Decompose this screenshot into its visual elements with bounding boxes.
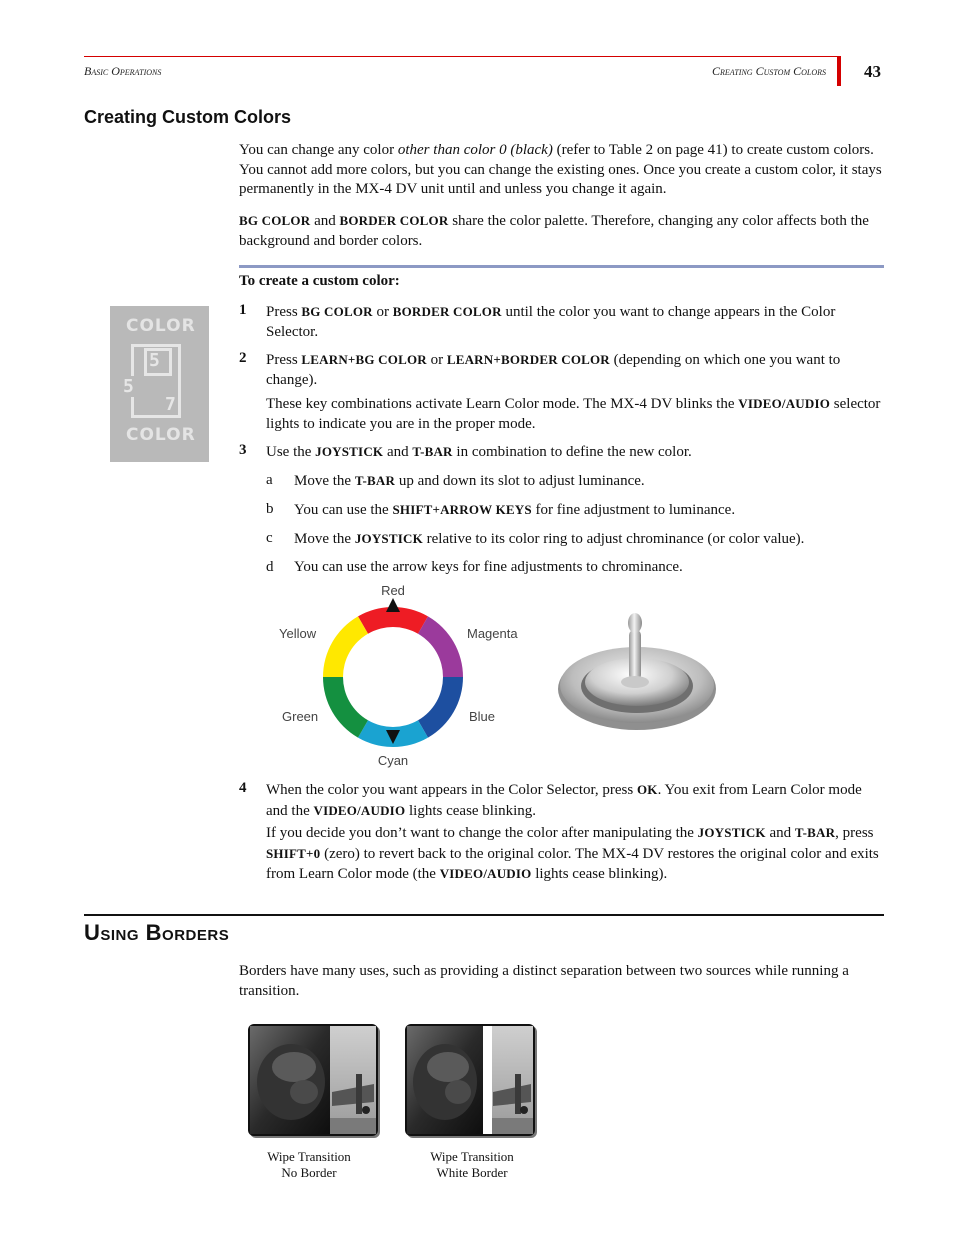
caption [246,1149,372,1181]
header-rule [84,56,840,57]
key-label: T-BAR [794,825,836,840]
wipe-white-border-image [403,1022,539,1140]
key-label: JOYSTICK [315,444,384,459]
wheel-label-green: Green [282,709,319,724]
text: When the color you want appears in the Color Selector, press [266,782,637,798]
section-title: Creating Custom Colors [84,107,292,127]
text: and [310,213,340,229]
digit: 5 [149,350,160,371]
substep-letter: c [266,530,273,546]
palette-paragraph [239,211,884,251]
step-text [266,780,884,821]
wheel-segment-blue [418,677,463,738]
procedure-title: To create a custom color: [239,273,400,289]
text: You can use the [294,502,393,518]
text: for fine adjustment to luminance. [531,502,736,518]
text: selector lights to indicate you are in the proper mode. [266,396,881,432]
section-title: Using Borders [84,920,230,945]
text: , press [835,825,874,841]
substep-text [294,471,884,492]
emphasis: other than color 0 (black) [397,142,553,158]
digit: 5 [123,376,134,397]
caption-line: Wipe Transition [430,1149,514,1164]
substep-text [294,500,884,521]
step-number: 3 [239,442,247,458]
digit: 7 [165,394,176,415]
key-label: T-BAR [412,444,453,459]
step-note [266,394,884,434]
key-label: JOYSTICK [354,531,423,546]
substep-text [294,529,884,550]
key-label: LEARN+BORDER COLOR [446,352,610,367]
wheel-label-blue: Blue [469,709,496,724]
text: until the color you want to change appears in the Color Selector. [266,304,836,340]
wheel-label-red: Red [381,583,405,598]
caption-line: White Border [436,1165,508,1180]
wheel-segment-yellow [323,616,368,677]
procedure-rule [239,265,884,268]
key-label: T-BAR [354,473,396,488]
text: relative to its color ring to adjust chrominance (or color value). [422,531,805,547]
text: or [372,304,393,320]
text: Move the [294,531,355,547]
key-label: SHIFT+0 [266,845,321,861]
key-label: SHIFT+ARROW KEYS [392,502,532,517]
key-label: JOYSTICK [697,825,766,840]
text: and [765,825,795,841]
key-label: BG COLOR [301,304,373,319]
text: and [383,444,413,460]
substep-letter: a [266,472,273,488]
borders-paragraph: Borders have many uses, such as providing a distinct separation between two sources while running a transition. [239,963,849,999]
text: Use the [266,444,316,460]
color-wheel-figure [270,580,530,772]
up-arrow-icon [386,598,400,612]
text: (zero) to revert back to the original color. The MX-4 DV restores the original color and exits from Learn Color mode (the [266,845,879,882]
text: These key combinations activate Learn Color mode. The MX-4 DV blinks the [266,396,739,412]
step-number: 1 [239,302,247,318]
text: or [426,352,447,368]
text: You can use the arrow keys for fine adjustments to chrominance. [294,559,683,575]
step-text [266,442,884,463]
color-selector-panel [110,306,209,462]
text: Move the [294,473,355,489]
substep-text [294,558,884,578]
key-label: OK [636,782,658,797]
caption-line: No Border [281,1165,337,1180]
header-left: Basic Operations [84,64,162,78]
text: If you decide you don’t want to change the color after manipulating the [266,825,698,841]
intro-paragraph [239,141,884,200]
step-note [266,823,884,885]
text: in combination to define the new color. [452,444,692,460]
wipe-no-border-image [246,1022,382,1140]
caption [409,1149,535,1181]
wheel-label-yellow: Yellow [279,626,317,641]
step-text [266,350,884,390]
text: Press [266,304,302,320]
text: (refer to Table 2 on page 41) to create custom colors. You cannot add more colors, but you can change the existing ones. Once you create a custom color, it stays permanently in the MX-4 DV unit until and unless you change it again. [239,142,882,197]
step-text [266,302,884,342]
header-rule-accent [837,56,841,86]
substep-letter: d [266,559,274,575]
color-label-bottom: COLOR [126,425,196,445]
text: You can change any color [239,142,398,158]
wheel-segment-magenta [418,616,463,677]
key-label: BG COLOR [239,213,311,228]
step-number: 4 [239,780,247,796]
header-right: Creating Custom Colors [711,64,826,78]
substep-letter: b [266,501,274,517]
page-number: 43 [864,62,881,81]
text: lights cease blinking). [531,866,668,882]
wheel-segment-green [323,677,368,738]
caption-line: Wipe Transition [267,1149,351,1164]
key-label: BORDER COLOR [392,304,502,319]
key-label: BORDER COLOR [339,213,449,228]
color-label-top: COLOR [126,316,196,336]
text: lights cease blinking. [405,802,537,819]
wheel-label-magenta: Magenta [467,626,518,641]
text: share the color palette. Therefore, changing any color affects both the background and border colors. [239,213,869,249]
text: Press [266,352,302,368]
wheel-label-cyan: Cyan [377,753,409,768]
key-label: VIDEO/AUDIO [439,866,532,881]
text: (depending on which one you want to change). [266,352,841,388]
key-label: VIDEO/AUDIO [738,396,831,411]
key-label: VIDEO/AUDIO [313,802,406,818]
text: up and down its slot to adjust luminance. [395,473,645,489]
joystick-icon [555,610,720,735]
key-label: LEARN+BG COLOR [301,352,427,367]
step-number: 2 [239,350,247,366]
text: . You exit from Learn Color mode and the [266,782,862,819]
section-rule [84,914,884,916]
